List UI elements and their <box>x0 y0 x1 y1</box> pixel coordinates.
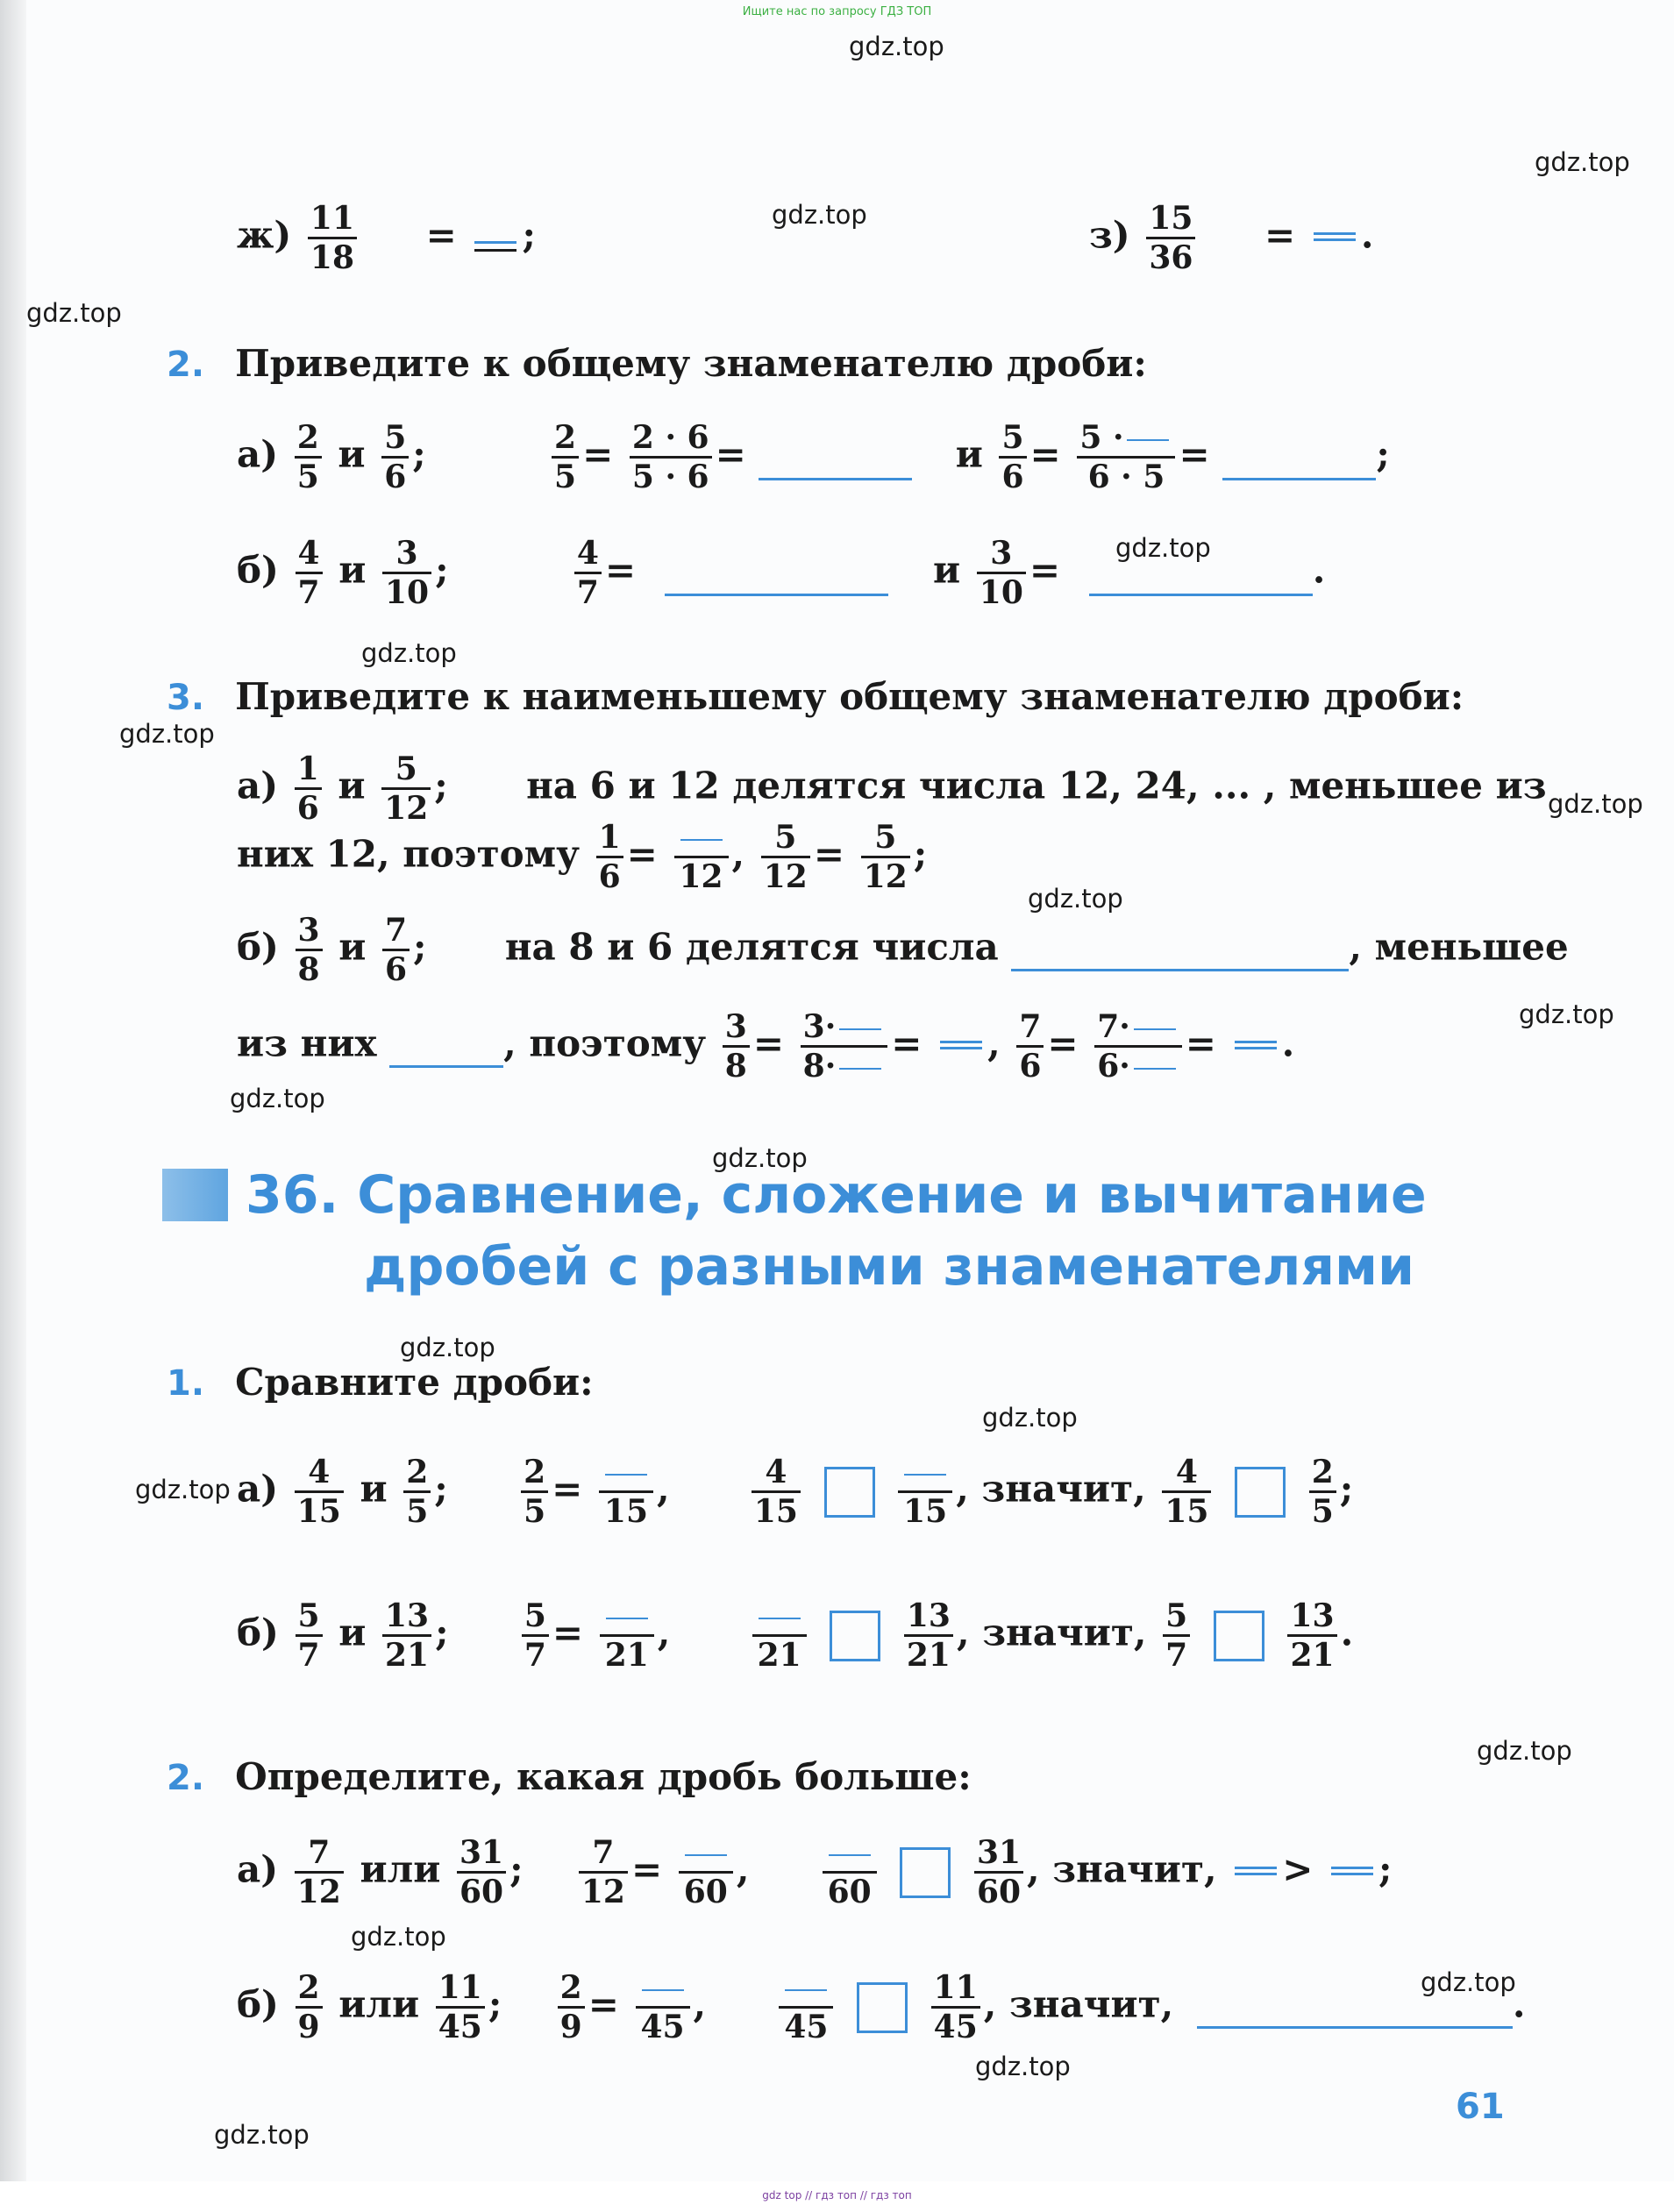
answer-fraction-blank[interactable] <box>940 1025 982 1069</box>
answer-blank[interactable] <box>839 1068 881 1070</box>
answer-fraction-blank[interactable] <box>1235 1851 1277 1895</box>
watermark: gdz.top <box>230 1084 325 1113</box>
answer-blank[interactable] <box>680 839 723 841</box>
task-2-a: а) $\frac{2}{5}$ и $\frac{5}{6}$ ; $\frac{2}{5}$ = $\frac{2 \cdot 6}{5 \cdot 6}$ = и $\frac{5}{6}$ = $\frac{5 \cdot}{6 \cdot 5}$ = ; <box>237 419 1390 495</box>
section-36-title-line1: 36. Сравнение, сложение и вычитание <box>246 1164 1427 1226</box>
watermark: gdz.top <box>26 298 122 328</box>
answer-blank[interactable] <box>759 1618 801 1619</box>
watermark: gdz.top <box>1421 1967 1516 1997</box>
answer-fraction-blank[interactable] <box>1331 1851 1373 1895</box>
answer-blank[interactable] <box>605 1474 647 1476</box>
answer-blank[interactable] <box>1127 439 1169 441</box>
task-3-a-line2: них 12, поэтому $\frac{1}{6}$ = 12 , $\frac{5}{12}$ = $\frac{5}{12}$ ; <box>237 819 928 895</box>
watermark: gdz.top <box>119 719 215 749</box>
task-3-heading: 3. Приведите к наименьшему общему знаменателю дроби: <box>167 675 1464 718</box>
sec36-task-1-a: а) $\frac{4}{15}$ и $\frac{2}{5}$ ; $\frac{2}{5}$ = 15 , $\frac{4}{15}$ 15 , значит, $\frac{4}{15}$ $\frac{2}{5}$ ; <box>237 1454 1354 1530</box>
answer-blank[interactable] <box>904 1474 946 1476</box>
answer-blank[interactable] <box>1134 1028 1176 1030</box>
answer-blank[interactable] <box>1197 1986 1513 2029</box>
answer-blank[interactable] <box>839 1028 881 1030</box>
task-3-b-line1: б) $\frac{3}{8}$ и $\frac{7}{6}$ ; на 8 и 6 делятся числа , меньшее <box>237 912 1569 988</box>
fraction: $\frac{11}{18}$ <box>308 200 357 276</box>
comparison-box[interactable] <box>857 1982 908 2033</box>
page-number: 61 <box>1456 2087 1505 2127</box>
watermark: gdz.top <box>1548 789 1643 819</box>
answer-fraction-blank[interactable] <box>1314 217 1356 260</box>
comparison-box[interactable] <box>900 1847 951 1898</box>
watermark: gdz.top <box>982 1403 1078 1433</box>
answer-blank[interactable] <box>665 550 888 596</box>
watermark: gdz.top <box>135 1475 231 1504</box>
top-banner[interactable]: Ищите нас по запросу ГДЗ ТОП <box>742 5 932 18</box>
answer-blank[interactable] <box>642 1989 684 1991</box>
watermark: gdz.top <box>712 1143 808 1173</box>
answer-blank[interactable] <box>1134 1068 1176 1070</box>
comparison-box[interactable] <box>1235 1467 1286 1518</box>
fraction: $\frac{15}{36}$ <box>1146 200 1195 276</box>
answer-blank[interactable] <box>606 1618 648 1619</box>
answer-fraction-blank[interactable] <box>474 225 516 252</box>
watermark: gdz.top <box>1519 999 1614 1029</box>
page-binding-edge <box>0 0 26 2212</box>
sec36-task-1-b: б) $\frac{5}{7}$ и $\frac{13}{21}$ ; $\frac{5}{7}$ = 21 , 21 $\frac{13}{21}$ , значит, $\frac{5}{7}$ $\frac{13}{21}$ . <box>237 1597 1354 1674</box>
sec36-task-2-a: а) $\frac{7}{12}$ или $\frac{31}{60}$ ; $\frac{7}{12}$ = 60 , 60 $\frac{31}{60}$ , значит, > ; <box>237 1834 1393 1910</box>
task-3-a-line1: а) $\frac{1}{6}$ и $\frac{5}{12}$ ; на 6 и 12 делятся числа 12, 24, ... , меньшее из <box>237 750 1547 827</box>
answer-blank[interactable] <box>1222 434 1376 480</box>
answer-blank[interactable] <box>1089 550 1313 596</box>
watermark: gdz.top <box>361 638 457 668</box>
item-zh: ж) $\frac{11}{18}$ = ; <box>237 200 536 276</box>
comparison-box[interactable] <box>1214 1611 1264 1661</box>
watermark: gdz.top <box>1477 1736 1572 1766</box>
watermark: gdz.top <box>1028 884 1123 914</box>
task-2-b: б) $\frac{4}{7}$ и $\frac{3}{10}$ ; $\frac{4}{7}$ = и $\frac{3}{10}$ = . <box>237 535 1326 611</box>
task-3-b-line2: из них , поэтому $\frac{3}{8}$ = $\frac{3\cdot}{8\cdot}$ = , $\frac{7}{6}$ = $\frac{7\cdot}{6\cdot}$ = . <box>237 1008 1295 1085</box>
watermark: gdz.top <box>214 2120 310 2150</box>
sec36-task-2-b: б) $\frac{2}{9}$ или $\frac{11}{45}$ ; $\frac{2}{9}$ = 45 , 45 $\frac{11}{45}$ , значит, . <box>237 1969 1526 2045</box>
sec36-task-2-heading: 2. Определите, какая дробь больше: <box>167 1755 972 1798</box>
answer-blank[interactable] <box>759 434 912 480</box>
watermark: gdz.top <box>772 200 867 230</box>
section-36-title-line2: дробей с разными знаменателями <box>364 1236 1415 1298</box>
watermark: gdz.top <box>975 2052 1071 2081</box>
item-z: з) $\frac{15}{36}$ = . <box>1089 200 1374 276</box>
answer-blank[interactable] <box>389 1025 503 1068</box>
watermark: gdz.top <box>849 32 944 61</box>
task-2-heading: 2. Приведите к общему знаменателю дроби: <box>167 342 1147 385</box>
answer-blank[interactable] <box>1011 928 1349 971</box>
comparison-box[interactable] <box>824 1467 875 1518</box>
watermark: gdz.top <box>400 1333 495 1362</box>
watermark: gdz.top <box>1535 147 1630 177</box>
answer-blank[interactable] <box>685 1854 727 1856</box>
answer-fraction-blank[interactable] <box>1235 1025 1277 1069</box>
answer-blank[interactable] <box>785 1989 827 1991</box>
watermark: gdz.top <box>1115 533 1211 563</box>
answer-blank[interactable] <box>829 1854 871 1856</box>
sec36-task-1-heading: 1. Сравните дроби: <box>167 1361 594 1404</box>
watermark: gdz.top <box>351 1922 446 1952</box>
footer-links[interactable]: gdz top // гдз топ // гдз топ <box>762 2189 912 2201</box>
section-marker <box>162 1169 228 1221</box>
comparison-box[interactable] <box>830 1611 880 1661</box>
